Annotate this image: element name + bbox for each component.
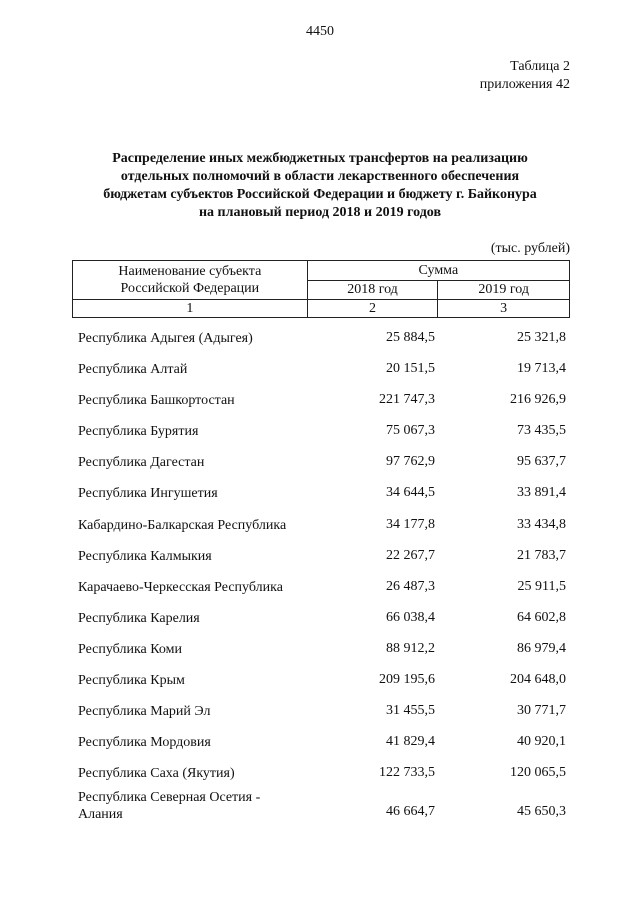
header-year-2019: 2019 год [438, 280, 570, 300]
header-sum: Сумма [307, 261, 569, 281]
table-row [72, 758, 570, 789]
page-number: 4450 [306, 24, 334, 39]
header-col-number-3: 3 [438, 300, 570, 318]
table-row [72, 416, 570, 447]
value-2018: 122 733,5 [379, 765, 435, 781]
header-name-column: Наименование субъекта Российской Федерации [73, 261, 308, 300]
value-2019: 30 771,7 [517, 703, 566, 719]
region-name: Республика Саха (Якутия) [78, 766, 235, 782]
units-label: (тыс. рублей) [490, 241, 570, 256]
value-2019: 120 065,5 [510, 765, 566, 781]
header-col-number-2: 2 [307, 300, 438, 318]
table-row [72, 354, 570, 385]
table-header [72, 260, 570, 318]
value-2019: 25 911,5 [517, 578, 566, 594]
value-2019: 86 979,4 [517, 640, 566, 656]
region-name: Республика Карелия [78, 610, 200, 626]
value-2019: 45 650,3 [517, 804, 566, 820]
value-2018: 31 455,5 [386, 703, 435, 719]
value-2018: 25 884,5 [386, 330, 435, 345]
document-title [70, 150, 570, 222]
value-2019: 33 891,4 [517, 485, 566, 501]
region-name: Республика Алтай [78, 362, 188, 378]
region-name: Республика Калмыкия [78, 548, 212, 564]
value-2019: 64 602,8 [517, 609, 566, 625]
value-2019: 21 783,7 [517, 547, 566, 563]
header-col-number-1: 1 [73, 300, 308, 318]
table-row [72, 665, 570, 696]
value-2019: 40 920,1 [517, 734, 566, 750]
value-2018: 88 912,2 [386, 640, 435, 656]
region-name: Республика Крым [78, 673, 185, 689]
value-2018: 22 267,7 [386, 547, 435, 563]
value-2019: 33 434,8 [517, 516, 566, 532]
value-2018: 20 151,5 [386, 361, 435, 377]
value-2019: 95 637,7 [517, 454, 566, 470]
table-reference [480, 58, 570, 94]
table-body [72, 323, 570, 835]
region-name: Республика Дагестан [78, 455, 205, 471]
region-name: Республика Мордовия [78, 735, 211, 751]
table-row [72, 478, 570, 509]
title-line1: Распределение иных межбюджетных трансфертов на реализацию [112, 151, 528, 166]
value-2018: 209 195,6 [379, 672, 435, 688]
table-row [72, 603, 570, 634]
table-row [72, 727, 570, 758]
table-row [72, 572, 570, 603]
region-name: Карачаево-Черкесская Республика [78, 579, 283, 595]
value-2018: 34 644,5 [386, 485, 435, 501]
value-2018: 34 177,8 [386, 516, 435, 532]
table-row [72, 634, 570, 665]
value-2018: 75 067,3 [386, 423, 435, 439]
table-ref-line2: приложения 42 [479, 77, 570, 92]
value-2018: 26 487,3 [386, 578, 435, 594]
region-name: Республика Бурятия [78, 424, 199, 440]
table-row [72, 385, 570, 416]
table-row [72, 447, 570, 478]
table-ref-line1: Таблица 2 [510, 59, 570, 74]
region-name: Республика Марий Эл [78, 704, 211, 720]
table-row [72, 323, 570, 354]
region-name: Республика Коми [78, 641, 182, 657]
value-2018: 41 829,4 [386, 734, 435, 750]
table-row [72, 696, 570, 727]
table-row [72, 789, 570, 835]
table-row [72, 510, 570, 541]
value-2018: 66 038,4 [386, 609, 435, 625]
region-name: Кабардино-Балкарская Республика [78, 517, 287, 533]
value-2019: 204 648,0 [510, 672, 566, 688]
value-2018: 221 747,3 [379, 392, 435, 408]
table-row [72, 541, 570, 572]
value-2019: 25 321,8 [517, 330, 566, 345]
header-year-2018: 2018 год [307, 280, 438, 300]
region-name: Республика Адыгея (Адыгея) [78, 331, 253, 346]
region-name: Республика Ингушетия [78, 486, 218, 502]
title-line3: бюджетам субъектов Российской Федерации и бюджету г. Байконура [103, 187, 537, 202]
value-2018: 46 664,7 [386, 804, 435, 820]
value-2019: 73 435,5 [517, 423, 566, 439]
value-2019: 19 713,4 [517, 361, 566, 377]
value-2019: 216 926,9 [510, 392, 566, 408]
title-line4: на плановый период 2018 и 2019 годов [198, 205, 442, 220]
region-name: Республика Башкортостан [78, 393, 235, 409]
value-2018: 97 762,9 [386, 454, 435, 470]
region-name: Республика Северная Осетия - Алания [78, 790, 261, 823]
title-line2: отдельных полномочий в области лекарственного обеспечения [120, 169, 520, 184]
